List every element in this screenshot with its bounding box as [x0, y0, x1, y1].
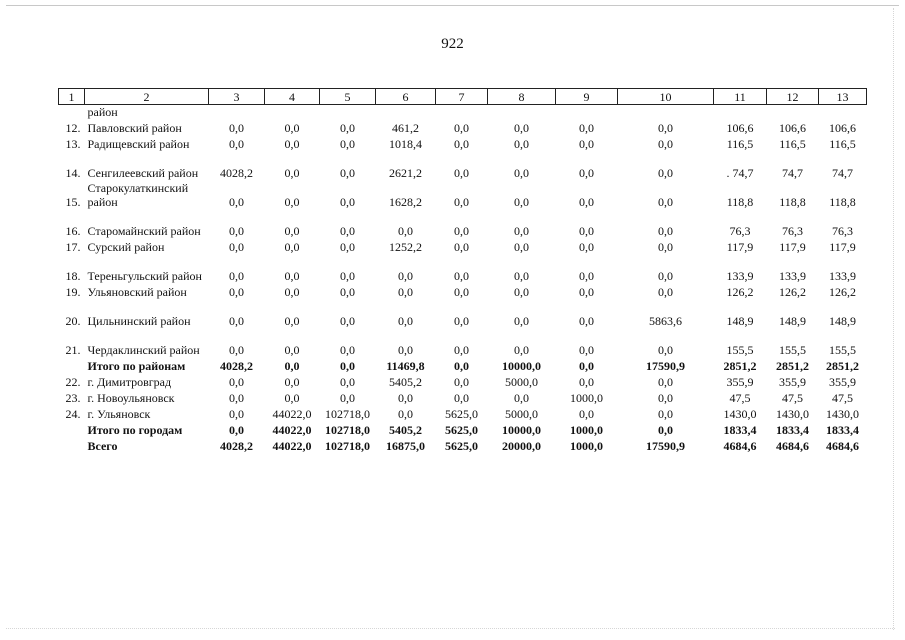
value-cell: 10000,0: [502, 359, 541, 373]
value-cell: 0,0: [579, 269, 594, 283]
value-cell: 118,8: [726, 195, 754, 209]
row-name: Цильнинский район: [87, 314, 191, 328]
row-index: 19.: [65, 285, 81, 299]
value-cell: 0,0: [398, 314, 413, 328]
column-header: 12: [767, 89, 819, 105]
value-cell: 102718,0: [325, 439, 370, 453]
row-index: 12.: [65, 121, 81, 135]
value-cell: 44022,0: [272, 407, 312, 421]
row-index: 18.: [65, 269, 81, 283]
value-cell: 0,0: [284, 166, 300, 180]
value-cell: 0,0: [340, 375, 355, 389]
value-cell: 0,0: [658, 269, 673, 283]
row-name: г. Новоульяновск: [87, 391, 175, 405]
value-cell: 4028,2: [220, 166, 253, 180]
value-cell: 0,0: [229, 343, 244, 357]
column-header: 1: [59, 89, 85, 105]
value-cell: 106,6: [779, 121, 806, 135]
value-cell: 102718,0: [325, 407, 370, 421]
value-cell: 126,2: [726, 285, 754, 299]
value-cell: 0,0: [284, 224, 300, 238]
value-cell: 0,0: [454, 359, 469, 373]
value-cell: 0,0: [284, 359, 300, 373]
column-header: 13: [819, 89, 867, 105]
value-cell: 0,0: [658, 391, 673, 405]
value-cell: 0,0: [284, 195, 300, 209]
value-cell: 0,0: [398, 407, 413, 421]
page-number: 922: [441, 36, 464, 52]
value-cell: 0,0: [658, 407, 673, 421]
row-name: район: [87, 105, 118, 119]
table-row: [59, 180, 867, 209]
value-cell: 0,0: [514, 285, 529, 299]
row-index: 23.: [65, 391, 81, 405]
value-cell: 1018,4: [389, 137, 422, 151]
column-header: 9: [556, 89, 618, 105]
value-cell: 0,0: [454, 391, 469, 405]
table-row: [59, 389, 867, 405]
table-row: [59, 299, 867, 328]
table-row: [59, 328, 867, 357]
value-cell: 0,0: [284, 285, 300, 299]
value-cell: 118,8: [779, 195, 806, 209]
value-cell: 0,0: [658, 375, 673, 389]
column-header: 6: [376, 89, 436, 105]
value-cell: 0,0: [340, 224, 355, 238]
row-name: Итого по городам: [87, 423, 183, 437]
table-row: [59, 209, 867, 238]
value-cell: 20000,0: [502, 439, 541, 453]
value-cell: 1252,2: [389, 240, 422, 254]
value-cell: 0,0: [284, 391, 300, 405]
value-cell: 0,0: [454, 269, 469, 283]
right-edge-rule: [893, 8, 894, 630]
empty-cell: [209, 105, 867, 120]
value-cell: 0,0: [229, 285, 244, 299]
value-cell: 2851,2: [826, 359, 859, 373]
value-cell: 118,8: [829, 195, 856, 209]
value-cell: 355,9: [829, 375, 856, 389]
value-cell: 155,5: [726, 343, 754, 357]
value-cell: 4028,2: [220, 439, 253, 453]
value-cell: 0,0: [229, 137, 244, 151]
value-cell: 0,0: [579, 314, 594, 328]
value-cell: 0,0: [579, 375, 594, 389]
value-cell: 2851,2: [776, 359, 809, 373]
value-cell: 5863,6: [649, 314, 682, 328]
value-cell: 0,0: [658, 121, 673, 135]
value-cell: 0,0: [398, 285, 413, 299]
table-row: [59, 373, 867, 389]
row-index: [59, 437, 85, 453]
table-row: [59, 254, 867, 283]
value-cell: 0,0: [658, 343, 673, 357]
value-cell: 5625,0: [445, 423, 478, 437]
row-index: [59, 421, 85, 437]
column-header: 8: [488, 89, 556, 105]
value-cell: 117,9: [779, 240, 806, 254]
top-edge-rule: [6, 5, 899, 6]
value-cell: 17590,9: [646, 359, 685, 373]
value-cell: 0,0: [340, 166, 355, 180]
value-cell: 0,0: [454, 285, 469, 299]
value-cell: 116,5: [779, 137, 806, 151]
table-row: [59, 151, 867, 180]
value-cell: 0,0: [284, 121, 300, 135]
value-cell: 148,9: [779, 314, 806, 328]
table-body: [59, 105, 867, 454]
value-cell: 116,5: [726, 137, 754, 151]
row-index: [59, 105, 85, 120]
value-cell: 0,0: [340, 343, 355, 357]
value-cell: 0,0: [514, 137, 529, 151]
value-cell: 0,0: [340, 195, 355, 209]
column-header: 4: [265, 89, 320, 105]
value-cell: 126,2: [779, 285, 806, 299]
value-cell: 0,0: [229, 391, 244, 405]
value-cell: 0,0: [514, 343, 529, 357]
value-cell: 126,2: [829, 285, 856, 299]
value-cell: 0,0: [284, 375, 300, 389]
column-header: 7: [436, 89, 488, 105]
value-cell: 0,0: [658, 240, 673, 254]
value-cell: 0,0: [284, 314, 300, 328]
value-cell: 0,0: [454, 343, 469, 357]
value-cell: 116,5: [829, 137, 856, 151]
value-cell: 0,0: [454, 121, 469, 135]
value-cell: 0,0: [514, 269, 529, 283]
value-cell: 0,0: [454, 224, 469, 238]
row-index: 13.: [65, 137, 81, 151]
row-name: Всего: [87, 439, 118, 453]
row-index: 22.: [65, 375, 81, 389]
table-row: [59, 405, 867, 421]
value-cell: 76,3: [782, 224, 803, 238]
value-cell: 47,5: [782, 391, 803, 405]
row-name: Старокулаткинский район: [87, 181, 189, 209]
value-cell: 0,0: [658, 224, 673, 238]
value-cell: 17590,9: [646, 439, 685, 453]
value-cell: 0,0: [229, 375, 244, 389]
value-cell: 1833,4: [826, 423, 859, 437]
value-cell: 1000,0: [570, 439, 603, 453]
value-cell: 5405,2: [389, 423, 422, 437]
total-row: [59, 357, 867, 373]
value-cell: 0,0: [579, 359, 594, 373]
value-cell: 0,0: [454, 195, 469, 209]
table-row: [59, 283, 867, 299]
value-cell: 0,0: [454, 314, 469, 328]
value-cell: 47,5: [832, 391, 853, 405]
row-index: 21.: [65, 343, 81, 357]
value-cell: 0,0: [514, 166, 529, 180]
value-cell: 0,0: [579, 407, 594, 421]
value-cell: 5405,2: [389, 375, 422, 389]
value-cell: 106,6: [726, 121, 754, 135]
value-cell: 0,0: [454, 240, 469, 254]
value-cell: 0,0: [229, 240, 244, 254]
value-cell: 355,9: [726, 375, 754, 389]
value-cell: 117,9: [829, 240, 856, 254]
value-cell: 0,0: [454, 166, 469, 180]
value-cell: 1430,0: [723, 407, 757, 421]
value-cell: 4028,2: [220, 359, 253, 373]
value-cell: 0,0: [514, 121, 529, 135]
value-cell: 10000,0: [502, 423, 541, 437]
row-name: Тереньгульский район: [87, 269, 202, 283]
value-cell: 44022,0: [272, 439, 312, 453]
value-cell: . 74,7: [726, 166, 754, 180]
row-name: Старомайнский район: [87, 224, 201, 238]
value-cell: 4684,6: [826, 439, 859, 453]
value-cell: 1000,0: [570, 391, 603, 405]
value-cell: 155,5: [829, 343, 856, 357]
row-name: Чердаклинский район: [87, 343, 200, 357]
value-cell: 0,0: [398, 269, 413, 283]
column-header: 3: [209, 89, 265, 105]
table-row: [59, 238, 867, 254]
value-cell: 0,0: [579, 343, 594, 357]
value-cell: 76,3: [729, 224, 751, 238]
value-cell: 0,0: [229, 423, 244, 437]
value-cell: 1833,4: [776, 423, 809, 437]
continuation-row: [59, 105, 867, 120]
value-cell: 11469,8: [386, 359, 425, 373]
value-cell: 117,9: [726, 240, 754, 254]
column-header: 2: [85, 89, 209, 105]
value-cell: 355,9: [779, 375, 806, 389]
value-cell: 1833,4: [723, 423, 757, 437]
row-index: 20.: [65, 314, 81, 328]
value-cell: 0,0: [229, 407, 244, 421]
value-cell: 16875,0: [386, 439, 425, 453]
value-cell: 5000,0: [505, 375, 538, 389]
row-name: Радищевский район: [87, 137, 190, 151]
value-cell: 74,7: [832, 166, 853, 180]
total-row: [59, 421, 867, 437]
value-cell: 5000,0: [505, 407, 538, 421]
value-cell: 106,6: [829, 121, 856, 135]
value-cell: 0,0: [229, 121, 244, 135]
value-cell: 0,0: [579, 224, 594, 238]
value-cell: 0,0: [284, 240, 300, 254]
value-cell: 0,0: [340, 121, 355, 135]
value-cell: 5625,0: [445, 439, 478, 453]
value-cell: 148,9: [829, 314, 856, 328]
row-name: Павловский район: [87, 121, 182, 135]
table-row: [59, 135, 867, 151]
value-cell: 1628,2: [389, 195, 422, 209]
value-cell: 0,0: [340, 285, 355, 299]
value-cell: 0,0: [340, 314, 355, 328]
row-name: Ульяновский район: [87, 285, 187, 299]
data-table: [58, 88, 867, 453]
value-cell: 2851,2: [723, 359, 757, 373]
value-cell: 0,0: [340, 240, 355, 254]
value-cell: 0,0: [229, 224, 244, 238]
value-cell: 0,0: [340, 269, 355, 283]
value-cell: 0,0: [658, 195, 673, 209]
value-cell: 0,0: [579, 195, 594, 209]
value-cell: 0,0: [229, 314, 244, 328]
row-name: Итого по районам: [87, 359, 186, 373]
value-cell: 47,5: [729, 391, 751, 405]
row-index: 17.: [65, 240, 81, 254]
column-header: 11: [714, 89, 767, 105]
value-cell: 0,0: [579, 166, 594, 180]
value-cell: 0,0: [340, 137, 355, 151]
value-cell: 0,0: [658, 137, 673, 151]
value-cell: 1430,0: [776, 407, 809, 421]
row-name: Сенгилеевский район: [87, 166, 199, 180]
value-cell: 0,0: [514, 391, 529, 405]
table-row: [59, 119, 867, 135]
value-cell: 4684,6: [723, 439, 757, 453]
column-number-row: [59, 89, 867, 105]
row-index: 24.: [65, 407, 81, 421]
value-cell: 0,0: [284, 269, 300, 283]
value-cell: 155,5: [779, 343, 806, 357]
value-cell: 0,0: [454, 375, 469, 389]
row-index: 15.: [65, 195, 81, 209]
value-cell: 461,2: [392, 121, 419, 135]
value-cell: 0,0: [658, 166, 673, 180]
value-cell: 0,0: [229, 269, 244, 283]
value-cell: 0,0: [398, 343, 413, 357]
value-cell: 0,0: [658, 423, 673, 437]
value-cell: 0,0: [284, 343, 300, 357]
value-cell: 0,0: [398, 224, 413, 238]
value-cell: 0,0: [514, 195, 529, 209]
row-index: [59, 357, 85, 373]
value-cell: 133,9: [779, 269, 806, 283]
value-cell: 0,0: [398, 391, 413, 405]
value-cell: 1000,0: [570, 423, 603, 437]
column-header: 5: [320, 89, 376, 105]
row-name: г. Ульяновск: [87, 407, 151, 421]
value-cell: 0,0: [514, 224, 529, 238]
value-cell: 76,3: [832, 224, 853, 238]
column-header: 10: [618, 89, 714, 105]
total-row: [59, 437, 867, 453]
value-cell: 148,9: [726, 314, 754, 328]
row-index: 16.: [65, 224, 81, 238]
value-cell: 0,0: [284, 137, 300, 151]
bottom-edge-rule: [6, 628, 895, 629]
value-cell: 102718,0: [325, 423, 370, 437]
row-name: Сурский район: [87, 240, 165, 254]
value-cell: 0,0: [229, 195, 244, 209]
value-cell: 4684,6: [776, 439, 809, 453]
row-index: 14.: [65, 166, 81, 180]
value-cell: 133,9: [726, 269, 754, 283]
value-cell: 0,0: [579, 240, 594, 254]
value-cell: 0,0: [579, 137, 594, 151]
value-cell: 2621,2: [389, 166, 422, 180]
value-cell: 0,0: [514, 240, 529, 254]
value-cell: 44022,0: [272, 423, 312, 437]
value-cell: 0,0: [579, 285, 594, 299]
value-cell: 5625,0: [445, 407, 478, 421]
value-cell: 0,0: [340, 359, 355, 373]
value-cell: 133,9: [829, 269, 856, 283]
value-cell: 1430,0: [826, 407, 859, 421]
value-cell: 0,0: [514, 314, 529, 328]
value-cell: 0,0: [454, 137, 469, 151]
value-cell: 74,7: [782, 166, 803, 180]
value-cell: 0,0: [658, 285, 673, 299]
row-name: г. Димитровград: [87, 375, 172, 389]
value-cell: 0,0: [340, 391, 355, 405]
value-cell: 0,0: [579, 121, 594, 135]
